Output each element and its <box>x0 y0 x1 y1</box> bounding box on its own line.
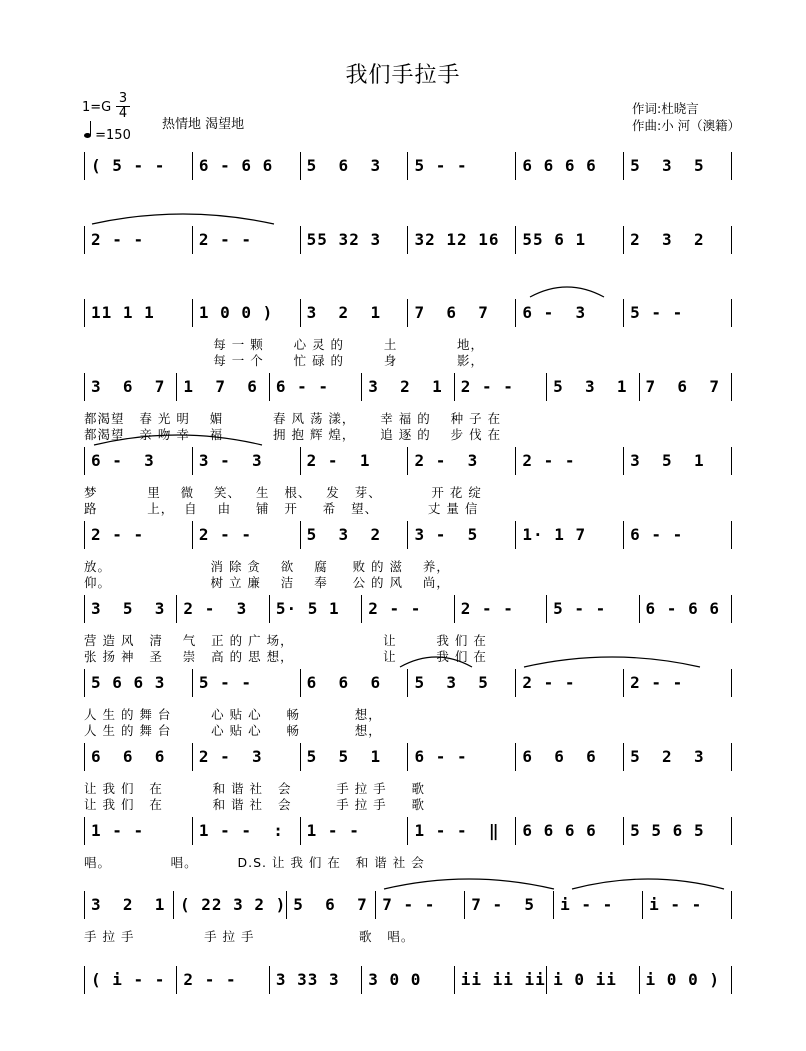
measure: 3 2 1 <box>85 891 174 919</box>
measure: i 0 ii <box>547 966 639 994</box>
measure: 1 - - : <box>193 817 301 845</box>
composer: 作曲:小 河（澳籍） <box>632 118 741 133</box>
expression-marking: 热情地 渴望地 <box>162 117 245 132</box>
lyric-line: 都渴望 春 光 明 媚 春 风 荡 漾， 幸 福 的 种 子 在 <box>84 411 502 426</box>
slur-group <box>84 869 732 893</box>
tempo-marking <box>84 128 131 143</box>
slur-arc <box>94 435 262 445</box>
score-row <box>84 521 732 591</box>
measure: 7 6 7 <box>408 299 516 327</box>
score-row <box>84 743 732 813</box>
measure-bar <box>84 817 732 845</box>
measure: 5 3 1 <box>547 373 639 401</box>
measure: 2 - - <box>85 521 193 549</box>
measure: 3 6 7 <box>85 373 177 401</box>
slur-arc <box>384 879 554 889</box>
slur-group <box>84 425 732 449</box>
measure: 3 - 5 <box>408 521 516 549</box>
lyric-line: 让 我 们 在 和 谐 社 会 手 拉 手 歌 <box>84 797 426 812</box>
measure: 5 - - <box>624 299 732 327</box>
measure-bar <box>84 521 732 549</box>
tempo-value: =150 <box>95 128 131 143</box>
measure: 5 6 6 3 <box>85 669 193 697</box>
measure: 3 5 3 <box>85 595 177 623</box>
lyric-line: 仰。 树 立 廉 洁 奉 公 的 风 尚， <box>84 575 450 590</box>
measure: 5 5 1 <box>301 743 409 771</box>
measure: ( 22 3 2 ) <box>174 891 287 919</box>
measure: 3 33 3 <box>270 966 362 994</box>
lyric-line: 手 拉 手 手 拉 手 歌 唱。 <box>84 929 415 944</box>
lyric-line: 放。 消 除 贪 欲 腐 败 的 滋 养， <box>84 559 450 574</box>
measure: 32 12 16 <box>408 226 516 254</box>
measure-bar <box>84 595 732 623</box>
measure: 5 5 6 5 <box>624 817 732 845</box>
measure: 6 6 6 6 <box>516 152 624 180</box>
lyric-line: 都渴望 亲 吻 幸 福 拥 抱 辉 煌， 追 逐 的 步 伐 在 <box>84 427 502 442</box>
measure: 2 - - <box>516 447 624 475</box>
measure: 6 - 3 <box>85 447 193 475</box>
measure-bar <box>84 152 732 180</box>
measure: 5 - - <box>547 595 639 623</box>
score-row <box>84 669 732 739</box>
measure: 2 - 1 <box>301 447 409 475</box>
measure: 2 - - <box>455 373 547 401</box>
lyric-line: 张 扬 神 圣 崇 高 的 思 想， 让 我 们 在 <box>84 649 487 664</box>
lyric-line: 每 一 个 忙 碌 的 身 影， <box>84 353 485 368</box>
measure: 3 - 3 <box>193 447 301 475</box>
measure: 6 - 3 <box>516 299 624 327</box>
measure: 3 5 1 <box>624 447 732 475</box>
measure: 5 - - <box>408 152 516 180</box>
slur-arc <box>92 214 274 224</box>
measure: 6 - - <box>408 743 516 771</box>
slur-arc <box>530 287 604 297</box>
lyricist: 作词:杜晓言 <box>632 101 699 116</box>
measure: 2 - 3 <box>177 595 269 623</box>
measure: 2 - 3 <box>408 447 516 475</box>
measure: 6 6 6 <box>516 743 624 771</box>
measure: 5 2 3 <box>624 743 732 771</box>
measure: 5 6 3 <box>301 152 409 180</box>
measure: 6 - 6 6 <box>193 152 301 180</box>
measure: 1 - - <box>85 817 193 845</box>
measure: 2 - 3 <box>193 743 301 771</box>
measure-bar <box>84 966 732 994</box>
lyric-line: 营 造 风 清 气 正 的 广 场， 让 我 们 在 <box>84 633 487 648</box>
score-row <box>84 299 732 369</box>
measure-bar <box>84 891 732 919</box>
measure: 11 1 1 <box>85 299 193 327</box>
slur-group <box>84 204 732 228</box>
time-signature-bottom: 4 <box>118 106 128 121</box>
key-signature: 1=G <box>82 100 112 115</box>
measure-bar <box>84 299 732 327</box>
measure: 5 - - <box>193 669 301 697</box>
song-title: 我们手拉手 <box>345 63 461 88</box>
measure: 1 7 6 <box>177 373 269 401</box>
measure: 1· 1 7 <box>516 521 624 549</box>
measure: 5 3 5 <box>408 669 516 697</box>
measure-bar <box>84 226 732 254</box>
measure: 55 32 3 <box>301 226 409 254</box>
measure-bar <box>84 373 732 401</box>
measure: 2 - - <box>516 669 624 697</box>
measure: ( i - - <box>85 966 177 994</box>
measure: 2 - - <box>455 595 547 623</box>
measure: 2 - - <box>624 669 732 697</box>
lyric-line: 每 一 颗 心 灵 的 土 地， <box>84 337 485 352</box>
measure: i 0 0 ) <box>640 966 732 994</box>
score-row <box>84 891 732 961</box>
measure: 2 - - <box>362 595 454 623</box>
measure: 6 - 6 6 <box>640 595 732 623</box>
slur-arc <box>524 657 700 667</box>
measure: 7 - - <box>376 891 465 919</box>
lyric-line: 梦 里 微 笑、 生 根、 发 芽、 开 花 绽 <box>84 485 482 500</box>
lyric-line: 路 上， 自 由 铺 开 希 望、 丈 量 信 <box>84 501 479 516</box>
measure: 6 - - <box>270 373 362 401</box>
measure: i - - <box>554 891 643 919</box>
measure: 7 - 5 <box>465 891 554 919</box>
slur-group <box>84 277 732 301</box>
measure: ( 5 - - <box>85 152 193 180</box>
slur-arc <box>572 879 724 889</box>
measure: 2 - - <box>193 226 301 254</box>
time-signature <box>116 92 130 121</box>
measure: ii ii ii <box>455 966 547 994</box>
quarter-note-icon <box>84 133 91 138</box>
measure: 6 6 6 <box>301 669 409 697</box>
measure: 6 6 6 <box>85 743 193 771</box>
measure: 7 6 7 <box>640 373 732 401</box>
measure: 1 - - ‖ <box>408 817 516 845</box>
measure: i - - <box>643 891 732 919</box>
measure: 6 6 6 6 <box>516 817 624 845</box>
measure: 1 - - <box>301 817 409 845</box>
measure-bar <box>84 743 732 771</box>
measure: 2 - - <box>177 966 269 994</box>
lyric-line: 让 我 们 在 和 谐 社 会 手 拉 手 歌 <box>84 781 426 796</box>
lyric-line: 人 生 的 舞 台 心 贴 心 畅 想， <box>84 707 382 722</box>
measure: 55 6 1 <box>516 226 624 254</box>
measure: 2 - - <box>193 521 301 549</box>
slur-group <box>84 647 732 671</box>
measure: 3 0 0 <box>362 966 454 994</box>
score-row <box>84 447 732 517</box>
lyric-line: 人 生 的 舞 台 心 贴 心 畅 想， <box>84 723 382 738</box>
measure-bar <box>84 447 732 475</box>
measure: 5 3 2 <box>301 521 409 549</box>
measure: 5 3 5 <box>624 152 732 180</box>
measure: 5 6 7 <box>287 891 376 919</box>
measure: 3 2 1 <box>301 299 409 327</box>
measure: 2 3 2 <box>624 226 732 254</box>
lyric-line: 唱。 唱。 D.S. 让 我 们 在 和 谐 社 会 <box>84 855 425 870</box>
score-row <box>84 966 732 1036</box>
credits <box>632 100 740 134</box>
measure: 5· 5 1 <box>270 595 362 623</box>
time-signature-top: 3 <box>118 91 128 106</box>
measure: 1 0 0 ) <box>193 299 301 327</box>
measure: 6 - - <box>624 521 732 549</box>
measure: 3 2 1 <box>362 373 454 401</box>
measure-bar <box>84 669 732 697</box>
measure: 2 - - <box>85 226 193 254</box>
slur-arc <box>400 657 472 667</box>
